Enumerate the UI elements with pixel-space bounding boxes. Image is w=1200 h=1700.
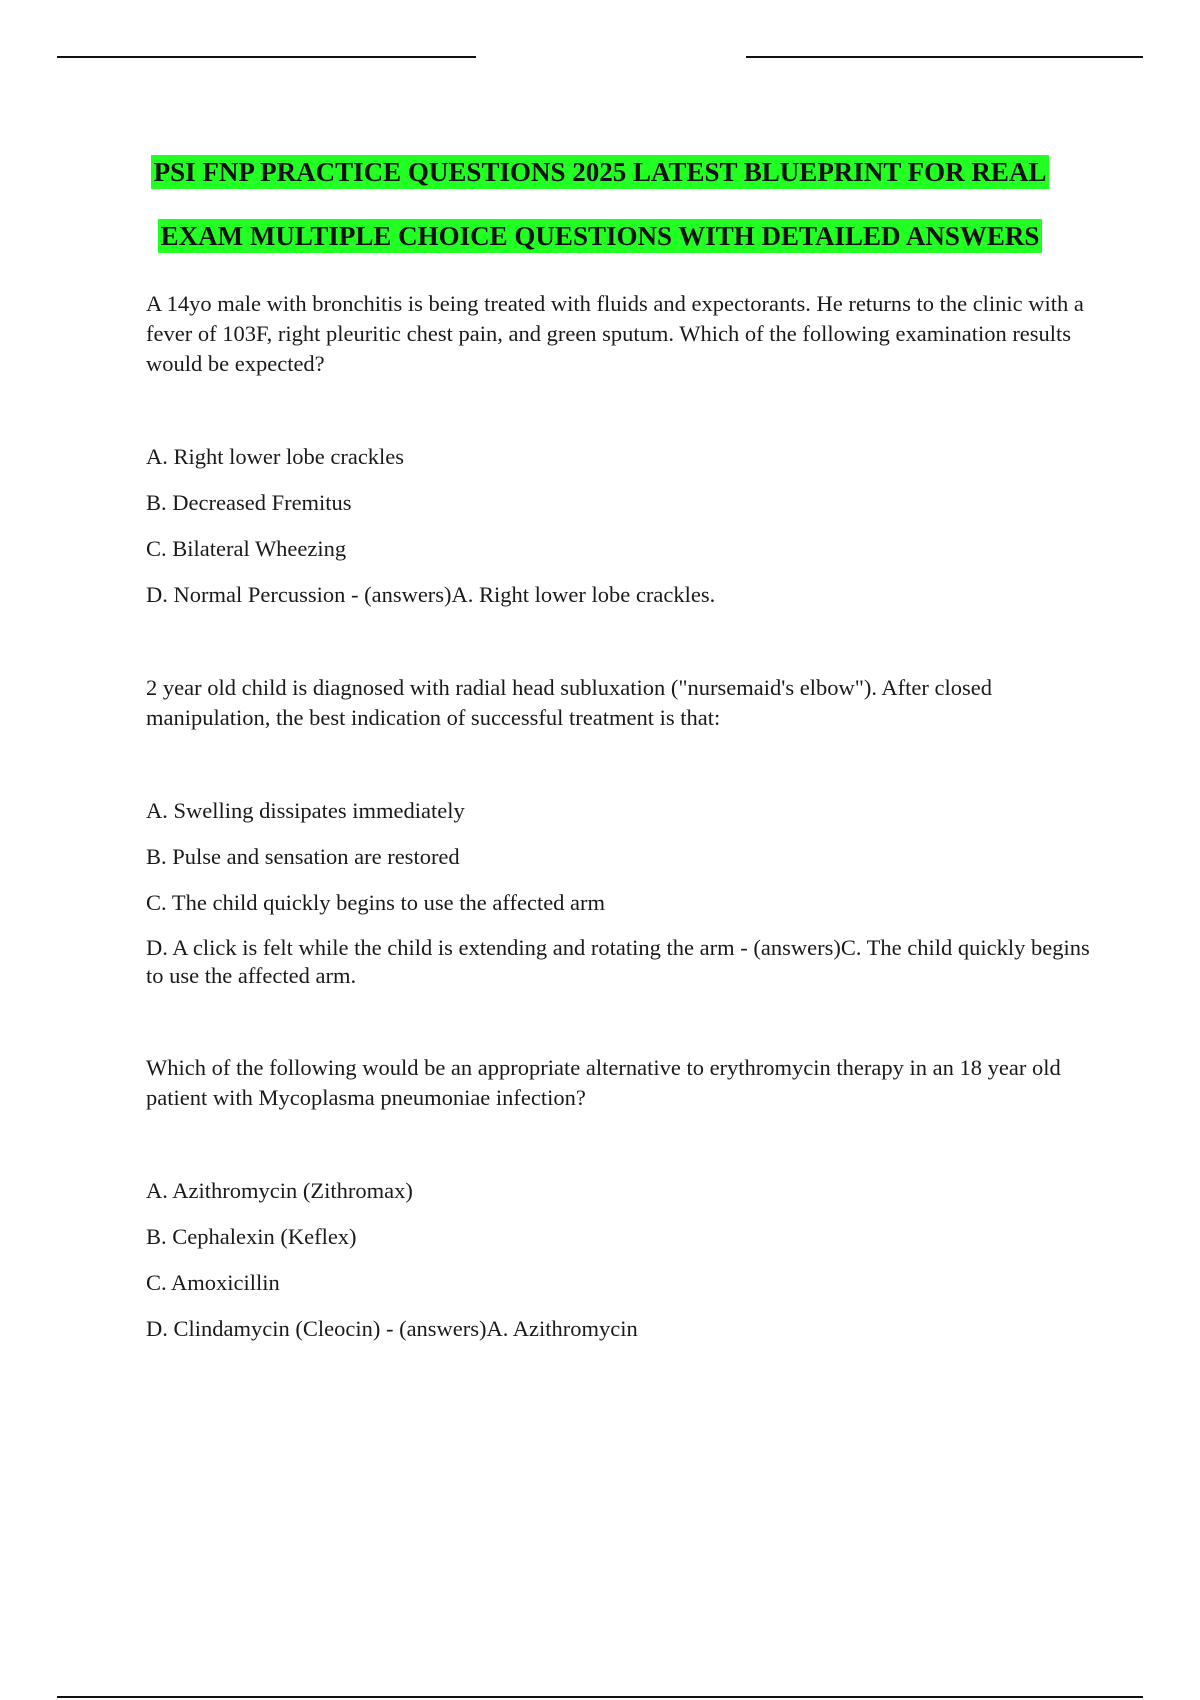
header-rule-right [746, 56, 1143, 58]
footer-rule [57, 1696, 1143, 1698]
question-3 [146, 1053, 1096, 1344]
questions-list [146, 289, 1096, 1407]
question-3-option-c: C. Amoxicillin [146, 1270, 280, 1295]
question-3-option-a: A. Azithromycin (Zithromax) [146, 1178, 413, 1203]
question-1-option-c: C. Bilateral Wheezing [146, 536, 347, 561]
title-line-2-text: EXAM MULTIPLE CHOICE QUESTIONS WITH DETAILED ANSWERS [158, 219, 1043, 253]
document-title [0, 140, 1200, 268]
question-1-option-a: A. Right lower lobe crackles [146, 444, 405, 469]
question-1-option-b: B. Decreased Fremitus [146, 490, 352, 515]
question-1-stem: A 14yo male with bronchitis is being treated with fluids and expectorants. He returns to the clinic with a fever of 103F, right pleuritic chest pain, and green sputum. Which of the following examination results would be expected? [146, 291, 1084, 376]
question-1-option-d-answer: D. Normal Percussion - (answers)A. Right lower lobe crackles. [146, 582, 716, 607]
title-line-2 [0, 204, 1200, 268]
header-rule-left [57, 56, 476, 58]
question-2-option-d-answer: D. A click is felt while the child is extending and rotating the arm - (answers)C. The child quickly begins to use the affected arm. [146, 935, 1090, 988]
question-3-option-d-answer: D. Clindamycin (Cleocin) - (answers)A. Azithromycin [146, 1316, 638, 1341]
title-line-1-text: PSI FNP PRACTICE QUESTIONS 2025 LATEST BLUEPRINT FOR REAL [151, 155, 1050, 189]
title-line-1 [0, 140, 1200, 204]
question-2-option-a: A. Swelling dissipates immediately [146, 798, 465, 823]
question-2-option-c: C. The child quickly begins to use the affected arm [146, 890, 606, 915]
question-2-stem: 2 year old child is diagnosed with radial head subluxation ("nursemaid's elbow"). After closed manipulation, the best indication of successful treatment is that: [146, 675, 992, 730]
question-3-stem: Which of the following would be an appropriate alternative to erythromycin therapy in an 18 year old patient with Mycoplasma pneumoniae infection? [146, 1055, 1061, 1110]
question-1 [146, 289, 1096, 610]
question-3-option-b: B. Cephalexin (Keflex) [146, 1224, 357, 1249]
question-2 [146, 673, 1096, 990]
question-2-option-b: B. Pulse and sensation are restored [146, 844, 460, 869]
